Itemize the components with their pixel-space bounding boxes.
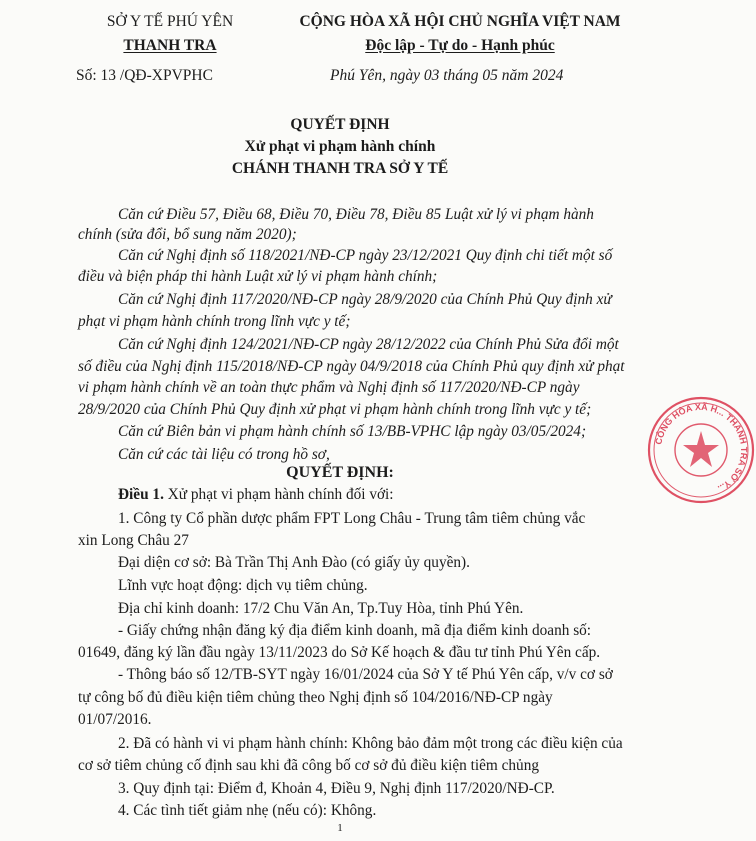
- article-line: cơ sở tiêm chủng cố định sau khi đã công bố cơ sở đủ điều kiện tiêm chủng: [78, 757, 540, 774]
- article-1-label: Điều 1.: [118, 486, 164, 503]
- preamble-line: Căn cứ Nghị định số 118/2021/NĐ-CP ngày 23/12/2021 Quy định chi tiết một số: [118, 247, 613, 264]
- article-line: 01649, đăng ký lần đầu ngày 13/11/2023 do Sở Kế hoạch & đầu tư tỉnh Phú Yên cấp.: [78, 644, 601, 661]
- nation-title: CỘNG HÒA XÃ HỘI CHỦ NGHĨA VIỆT NAM: [299, 13, 621, 30]
- article-line: 4. Các tình tiết giảm nhẹ (nếu có): Không.: [118, 802, 377, 819]
- document-type: QUYẾT ĐỊNH: [290, 116, 390, 133]
- preamble-line: Căn cứ Điều 57, Điều 68, Điều 70, Điều 78, Điều 85 Luật xử lý vi phạm hành: [118, 206, 594, 223]
- article-1-heading: [118, 486, 394, 504]
- article-line: 1. Công ty Cổ phần dược phẩm FPT Long Châu - Trung tâm tiêm chủng vắc: [118, 510, 586, 527]
- preamble-line: Căn cứ Nghị định 124/2021/NĐ-CP ngày 28/12/2022 của Chính Phủ Sửa đổi một: [118, 336, 619, 353]
- article-line: xin Long Châu 27: [78, 532, 189, 549]
- preamble-line: điều và biện pháp thi hành Luật xử lý vi phạm hành chính;: [78, 268, 438, 285]
- preamble-line: vi phạm hành chính về an toàn thực phẩm và Nghị định số 117/2020/NĐ-CP ngày: [78, 379, 580, 396]
- article-line: Lĩnh vực hoạt động: dịch vụ tiêm chủng.: [118, 577, 368, 594]
- article-line: 2. Đã có hành vi vi phạm hành chính: Không bảo đảm một trong các điều kiện của: [118, 735, 623, 752]
- document-issuer: CHÁNH THANH TRA SỞ Y TẾ: [231, 160, 449, 177]
- preamble-line: chính (sửa đổi, bổ sung năm 2020);: [78, 226, 297, 243]
- decision-heading: QUYẾT ĐỊNH:: [286, 464, 394, 481]
- preamble-line: Căn cứ Biên bản vi phạm hành chính số 13/BB-VPHC lập ngày 03/05/2024;: [118, 423, 587, 440]
- place-and-date: Phú Yên, ngày 03 tháng 05 năm 2024: [330, 67, 564, 84]
- svg-text:CÔNG HÒA XÃ H... THANH TRA S: CÔNG HÒA XÃ H... THANH TRA SỞ Y...: [653, 401, 750, 494]
- page-number: 1: [337, 822, 343, 834]
- preamble-line: 28/9/2020 của Chính Phủ Quy định xử phạt vi phạm hành chính trong lĩnh vực y tế;: [78, 401, 592, 418]
- preamble-line: số điều của Nghị định 115/2018/NĐ-CP ngày 04/9/2018 của Chính Phủ quy định xử phạt: [78, 358, 625, 375]
- preamble-line: phạt vi phạm hành chính trong lĩnh vực y tế;: [78, 313, 351, 330]
- article-1-text: Xử phạt vi phạm hành chính đối với:: [163, 486, 394, 503]
- document-subject: Xử phạt vi phạm hành chính: [244, 138, 436, 155]
- article-line: tự công bố đủ điều kiện tiêm chủng theo Nghị định số 104/2016/NĐ-CP ngày: [78, 689, 553, 706]
- article-line: Địa chỉ kinh doanh: 17/2 Chu Văn An, Tp.Tuy Hòa, tỉnh Phú Yên.: [118, 600, 524, 617]
- agency-parent: SỞ Y TẾ PHÚ YÊN: [106, 13, 234, 30]
- national-motto: Độc lập - Tự do - Hạnh phúc: [365, 37, 555, 54]
- official-seal-icon: [646, 395, 756, 505]
- article-line: - Giấy chứng nhận đăng ký địa điểm kinh doanh, mã địa điểm kinh doanh số:: [118, 622, 592, 639]
- article-line: - Thông báo số 12/TB-SYT ngày 16/01/2024 của Sở Y tế Phú Yên cấp, v/v cơ sở: [118, 666, 613, 683]
- document-number: Số: 13 /QĐ-XPVPHC: [76, 67, 213, 84]
- preamble-line: Căn cứ các tài liệu có trong hồ sơ,: [118, 446, 330, 463]
- article-line: Đại diện cơ sở: Bà Trần Thị Anh Đào (có giấy ủy quyền).: [118, 554, 470, 571]
- article-line: 3. Quy định tại: Điểm đ, Khoản 4, Điều 9, Nghị định 117/2020/NĐ-CP.: [118, 780, 555, 797]
- agency-name: THANH TRA: [123, 37, 217, 54]
- preamble-line: Căn cứ Nghị định 117/2020/NĐ-CP ngày 28/9/2020 của Chính Phủ Quy định xử: [118, 291, 612, 308]
- article-line: 01/07/2016.: [78, 711, 152, 728]
